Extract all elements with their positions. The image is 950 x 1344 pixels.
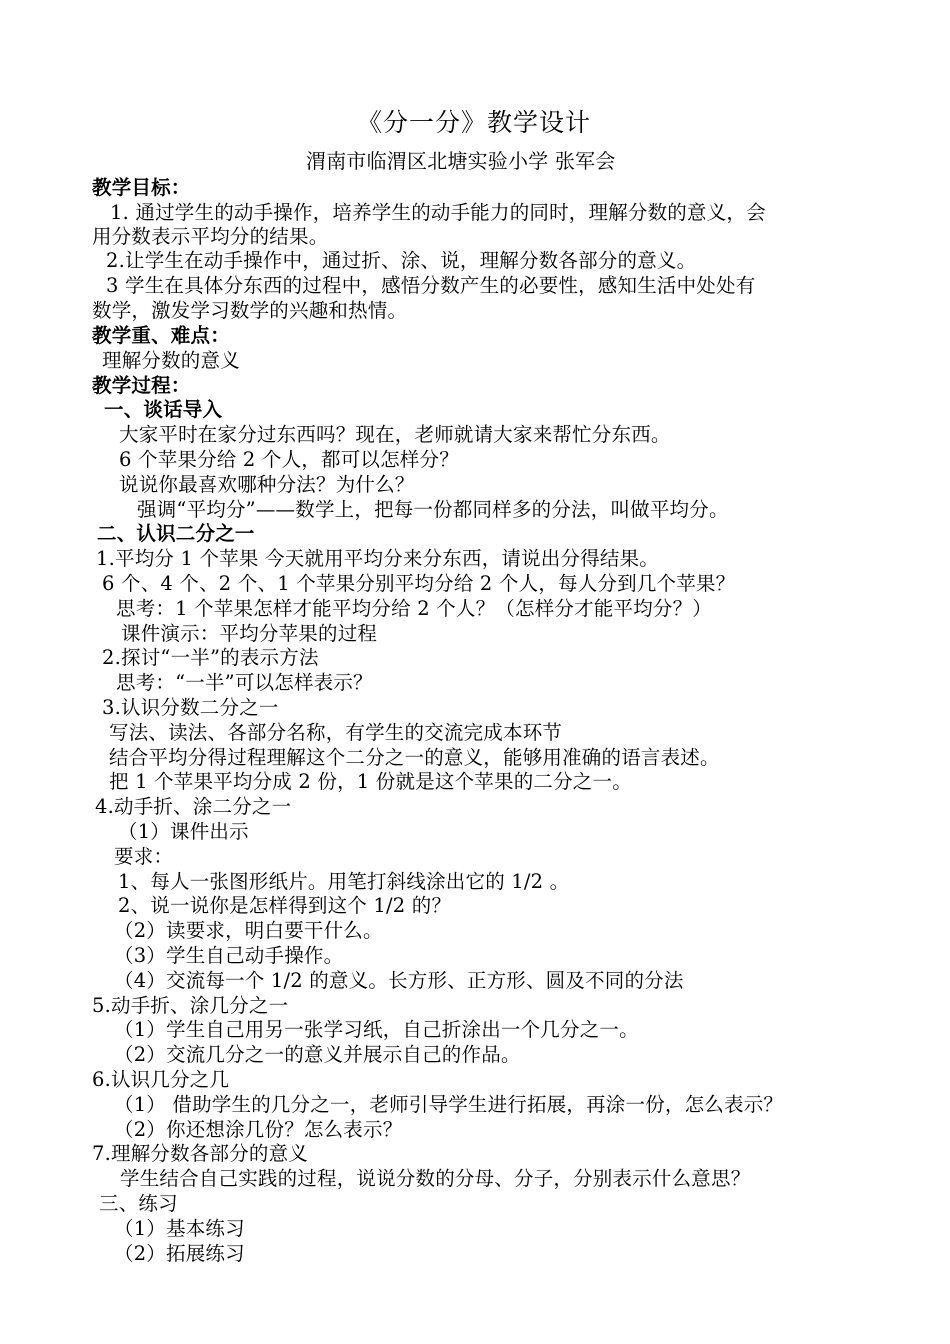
page-title: 《分一分》教学设计 bbox=[357, 108, 592, 137]
subsection-heading: 一、谈话导入 bbox=[104, 398, 223, 421]
text-line: （3）学生自己动手操作。 bbox=[114, 944, 344, 967]
text-line: 6 个苹果分给 2 个人，都可以怎样分？ bbox=[119, 448, 459, 471]
text-line: 课件演示：平均分苹果的过程 bbox=[121, 622, 378, 645]
text-line: 7.理解分数各部分的意义 bbox=[92, 1142, 309, 1165]
text-line: （2）读要求，明白要干什么。 bbox=[114, 919, 383, 942]
text-line: 把 1 个苹果平均分成 2 份，1 份就是这个苹果的二分之一。 bbox=[109, 770, 632, 793]
section-heading: 教学目标： bbox=[92, 176, 191, 199]
text-line: （2）拓展练习 bbox=[114, 1242, 245, 1265]
text-line: 思考：1 个苹果怎样才能平均分给 2 个人？（怎样分才能平均分？） bbox=[116, 597, 713, 620]
text-line: 大家平时在家分过东西吗？现在，老师就请大家来帮忙分东西。 bbox=[119, 423, 671, 446]
text-line: 6 个、4 个、2 个、1 个苹果分别平均分给 2 个人，每人分到几个苹果？ bbox=[102, 572, 736, 595]
text-line: 三、练习 bbox=[99, 1192, 178, 1215]
text-line: （1） 借助学生的几分之一，老师引导学生进行拓展，再涂一份，怎么表示？ bbox=[114, 1093, 784, 1116]
text-line: 要求： bbox=[114, 845, 174, 868]
section-heading: 教学过程： bbox=[92, 374, 191, 397]
text-line: （1）学生自己用另一张学习纸，自己折涂出一个几分之一。 bbox=[114, 1018, 639, 1041]
text-line: 思考：“一半”可以怎样表示？ bbox=[116, 671, 373, 694]
text-line: （4）交流每一个 1/2 的意义。长方形、正方形、圆及不同的分法 bbox=[114, 969, 684, 992]
text-line: 1. 通过学生的动手操作，培养学生的动手能力的同时，理解分数的意义，会 bbox=[110, 201, 766, 224]
text-line: 4.动手折、涂二分之一 bbox=[95, 795, 292, 818]
text-line: （1）基本练习 bbox=[114, 1217, 245, 1240]
text-line: 2.让学生在动手操作中，通过折、涂、说，理解分数各部分的意义。 bbox=[106, 249, 697, 272]
text-line: 学生结合自己实践的过程，说说分数的分母、分子，分别表示什么意思？ bbox=[120, 1167, 751, 1190]
subsection-heading: 二、认识二分之一 bbox=[97, 522, 255, 545]
section-heading: 教学重、难点： bbox=[92, 324, 230, 347]
text-line: 写法、读法、各部分名称，有学生的交流完成本环节 bbox=[109, 721, 563, 744]
text-line: （1）课件出示 bbox=[118, 820, 249, 843]
text-line: 说说你最喜欢哪种分法？为什么？ bbox=[119, 473, 415, 496]
text-line: 用分数表示平均分的结果。 bbox=[92, 225, 329, 248]
text-line: 3.认识分数二分之一 bbox=[102, 696, 279, 719]
text-line: 5.动手折、涂几分之一 bbox=[92, 994, 289, 1017]
text-line: 数学，激发学习数学的兴趣和热情。 bbox=[92, 299, 408, 322]
text-line: 6.认识几分之几 bbox=[92, 1068, 230, 1091]
text-line: 2.探讨“一半”的表示方法 bbox=[102, 646, 319, 669]
text-line: （2）你还想涂几份？怎么表示？ bbox=[114, 1118, 403, 1141]
text-line: 1、每人一张图形纸片。用笔打斜线涂出它的 1/2 。 bbox=[118, 870, 570, 893]
text-line: 理解分数的意义 bbox=[102, 349, 240, 372]
text-line: 结合平均分得过程理解这个二分之一的意义，能够用准确的语言表述。 bbox=[109, 746, 720, 769]
text-line: 3 学生在具体分东西的过程中，感悟分数产生的必要性，感知生活中处处有 bbox=[106, 274, 756, 297]
text-line: 2、说一说你是怎样得到这个 1/2 的？ bbox=[118, 894, 452, 917]
text-line: 强调“平均分”——数学上，把每一份都同样多的分法，叫做平均分。 bbox=[137, 498, 729, 521]
text-line: （2）交流几分之一的意义并展示自己的作品。 bbox=[114, 1043, 521, 1066]
author-line: 渭南市临渭区北塘实验小学 张军会 bbox=[306, 149, 616, 173]
text-line: 1.平均分 1 个苹果 今天就用平均分来分东西，请说出分得结果。 bbox=[96, 547, 660, 570]
